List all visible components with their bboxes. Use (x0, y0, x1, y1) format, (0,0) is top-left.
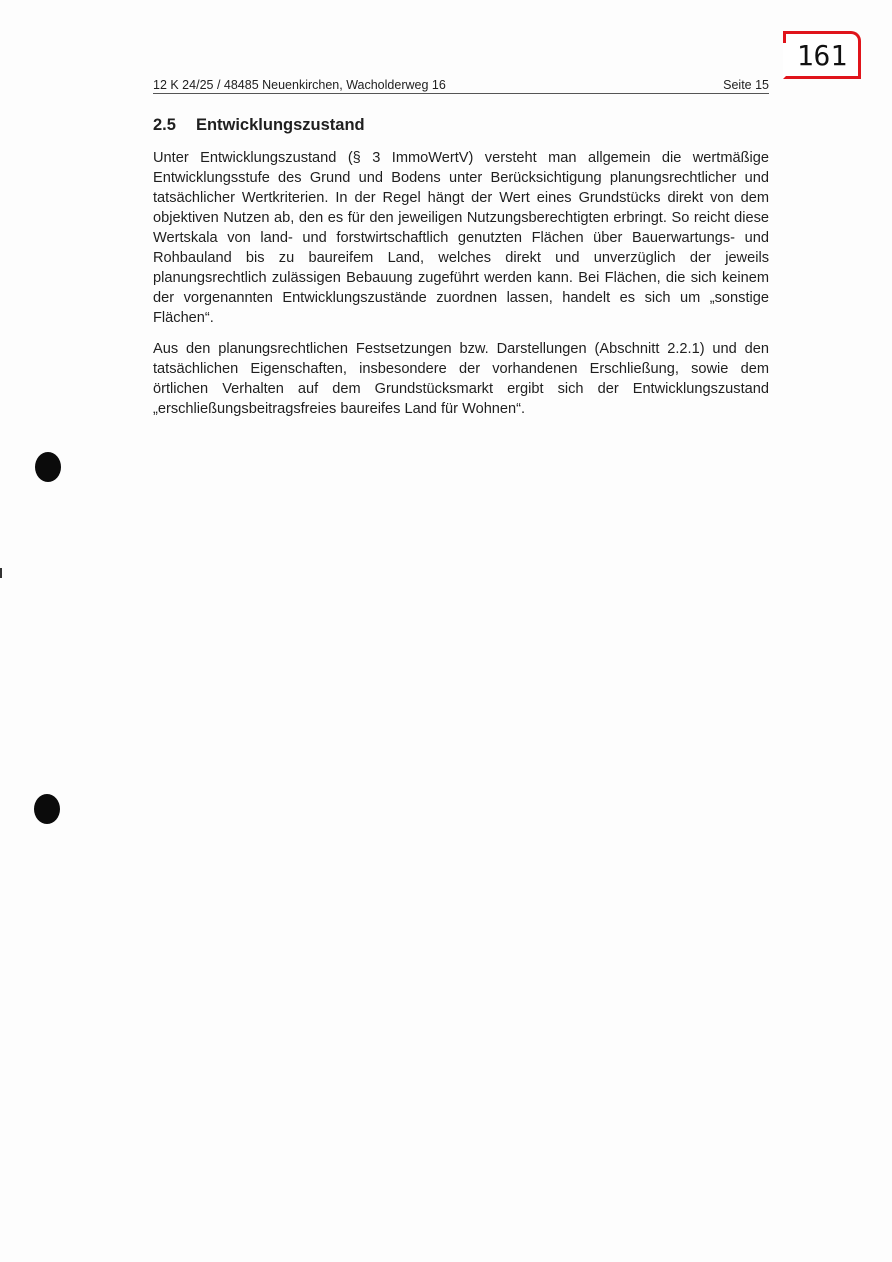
header-page-label: Seite 15 (723, 78, 769, 92)
section-title: Entwicklungszustand (195, 116, 365, 134)
header-case-address: 12 K 24/25 / 48485 Neuenkirchen, Wacholderweg 16 (153, 78, 446, 92)
page-number-stamp (783, 31, 861, 79)
paragraph: Unter Entwicklungszustand (§ 3 ImmoWertV) versteht man allgemein die wertmäßige Entwicklungsstufe des Grund und Bodens unter Berücksichtigung planungsrechtlicher und tatsächlicher Wertkriterien. In der Regel hängt der Wert eines Grundstücks direkt von dem objektiven Nutzen ab, den es für den jeweiligen Nutzungsberechtigten erbringt. So reicht diese Wertskala von land- und forstwirtschaftlich genutzten Flächen über Bauerwartungs- und Rohbauland bis zu baureifem Land, welches direkt und unverzüglich der jeweils planungsrechtlich zulässigen Bebauung zugeführt werden kann. Bei Flächen, die sich keinem der vorgenannten Entwicklungszustände zuordnen lassen, handelt es sich um „sonstige Flächen“. (153, 150, 769, 326)
section-body (153, 148, 769, 430)
section-number: 2.5 (153, 116, 176, 134)
paragraph: Aus den planungsrechtlichen Festsetzungen bzw. Darstellungen (Abschnitt 2.2.1) und den tatsächlichen Eigenschaften, insbesondere der vorhandenen Erschließung, sowie dem örtlichen Verhalten auf dem Grundstücksmarkt ergibt sich der Entwicklungszustand „erschließungsbeitragsfreies baureifes Land für Wohnen“. (153, 341, 769, 417)
page-header (153, 74, 769, 94)
stamp-number: 161 (796, 38, 848, 72)
edge-mark (0, 568, 2, 578)
punch-hole (34, 794, 60, 824)
section-heading (153, 116, 365, 135)
punch-hole (35, 452, 61, 482)
